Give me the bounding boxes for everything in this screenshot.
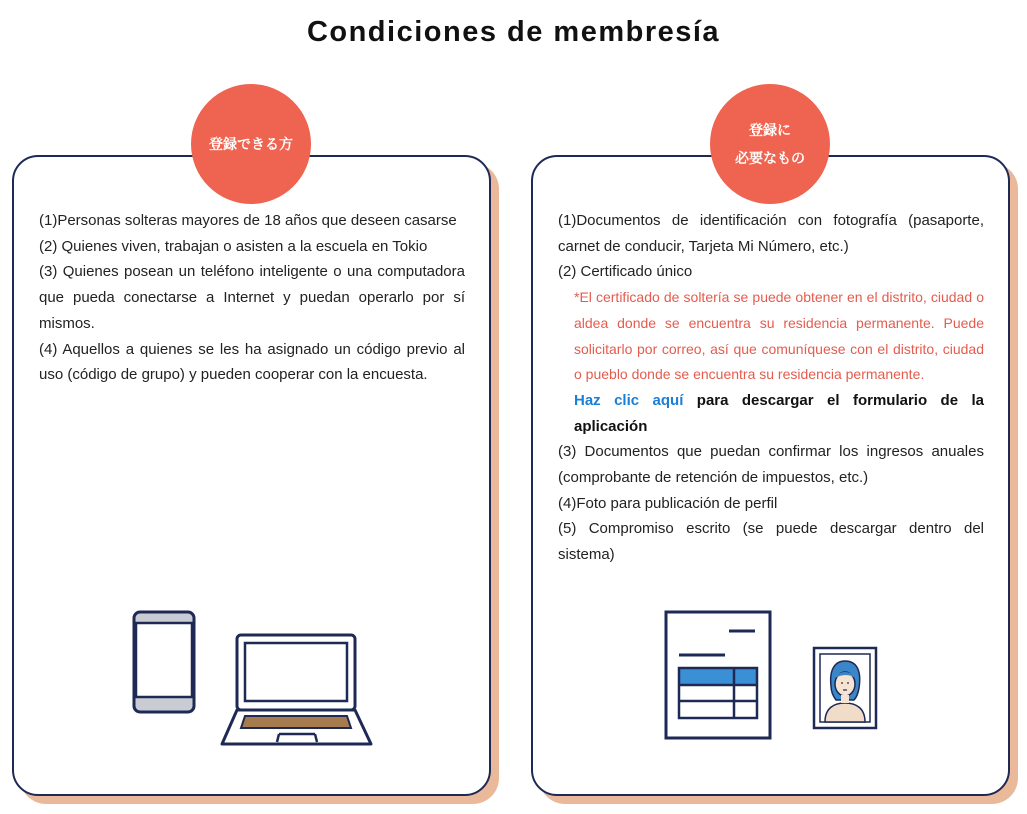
download-text: para descargar el formulario de la aplicación: [574, 391, 984, 435]
download-form-line: [558, 388, 984, 439]
eligibility-item-2: (2) Quienes viven, trabajan o asisten a la escuela en Tokio: [39, 237, 428, 255]
eligibility-item-3: (3) Quienes posean un teléfono inteligente o una computadora que pueda conectarse a Internet y puedan operarlo por sí mismos.: [39, 263, 465, 332]
eligibility-item-4: (4) Aquellos a quienes se les ha asignado un código previo al uso (código de grupo) y pueden cooperar con la encuesta.: [39, 340, 465, 384]
requirement-item-1: (1)Documentos de identificación con fotografía (pasaporte, carnet de conducir, Tarjeta Mi Número, etc.): [558, 212, 984, 255]
smartphone-icon: [132, 610, 198, 716]
eligibility-list: [39, 208, 465, 388]
laptop-icon: [219, 632, 375, 750]
requirement-item-4: (4)Foto para publicación de perfil: [558, 494, 778, 512]
requirement-item-5: (5) Compromiso escrito (se puede descargar dentro del sistema): [558, 520, 984, 564]
card-frame: [531, 155, 1010, 796]
eligibility-item-1: (1)Personas solteras mayores de 18 años que deseen casarse: [39, 212, 457, 229]
requirement-item-3: (3) Documentos que puedan confirmar los ingresos anuales (comprobante de retención de impuestos, etc.): [558, 443, 984, 487]
document-form-icon: [663, 609, 773, 741]
requirements-list: [558, 208, 984, 568]
requirements-badge: 登録に 必要なもの: [710, 84, 830, 204]
certificate-note: *El certificado de soltería se puede obtener en el distrito, ciudad o aldea donde se encuentra su residencia permanente. Puede solicitarlo por correo, así que comuníquese con el distrito, ciudad o pueblo donde se encuentra su residencia permanente.: [574, 289, 984, 383]
eligibility-card: [12, 155, 491, 796]
requirement-item-2: (2) Certificado único: [558, 263, 693, 281]
requirements-card: [531, 155, 1010, 796]
card-frame: [12, 155, 491, 796]
id-photo-icon: [812, 646, 880, 732]
download-link[interactable]: Haz clic aquí: [574, 391, 684, 409]
page-title: Condiciones de membresía: [306, 16, 721, 48]
eligibility-badge: 登録できる方: [191, 84, 311, 204]
